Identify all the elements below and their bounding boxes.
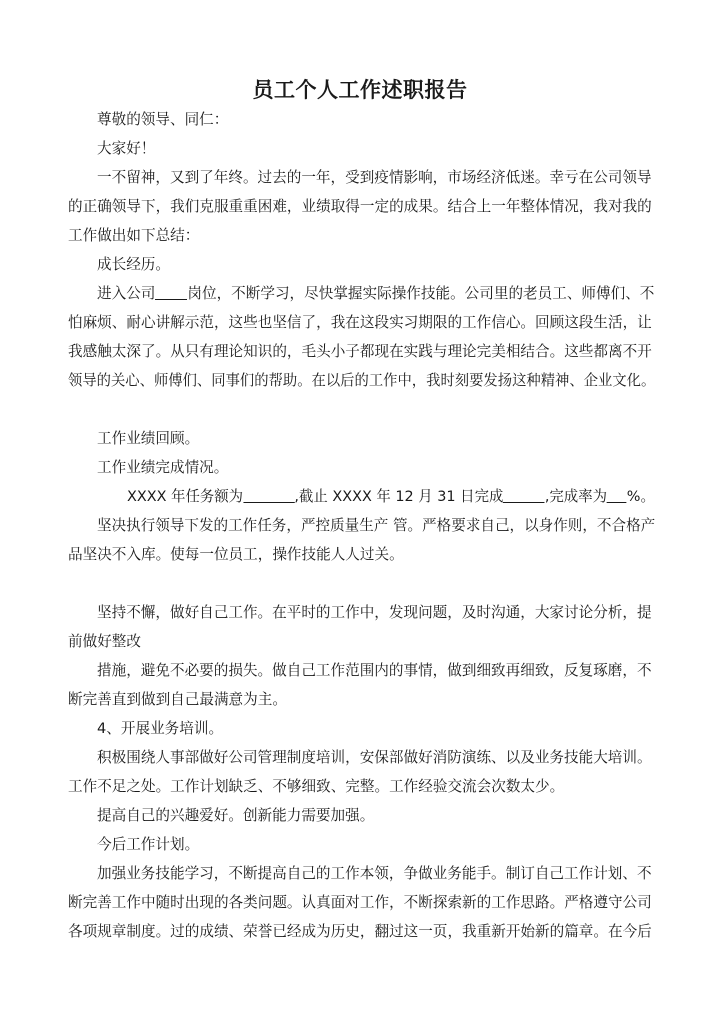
section-heading: 4、开展业务培训。 bbox=[97, 720, 224, 737]
paragraph-line: 坚持不懈，做好自己工作。在平时的工作中，发现问题，及时沟通，大家讨论分析，提 bbox=[97, 604, 652, 621]
paragraph-line: 断完善直到做到自己最满意为主。 bbox=[68, 691, 287, 708]
text-fragment: 进入公司 bbox=[97, 285, 156, 302]
paragraph-line bbox=[97, 284, 654, 304]
greeting: 大家好！ bbox=[97, 140, 156, 157]
paragraph-line: 断完善工作中随时出现的各类问题。认真面对工作，不断探索新的工作思路。严格遵守公司 bbox=[68, 894, 652, 911]
text-fragment: ,完成率为 bbox=[544, 488, 608, 505]
paragraph-line: 我感触太深了。从只有理论知识的，毛头小子都现在实践与理论完美相结合。这些都离不开 bbox=[68, 343, 652, 360]
paragraph-line: 的正确领导下，我们克服重重困难，业绩取得一定的成果。结合上一年整体情况，我对我的 bbox=[68, 198, 652, 215]
fill-in-blank bbox=[607, 488, 627, 503]
paragraph-line: 怕麻烦、耐心讲解示范，这些也坚信了，我在这段实习期限的工作信心。回顾这段生活，让 bbox=[68, 314, 652, 331]
paragraph-line: 各项规章制度。过的成绩、荣誉已经成为历史，翻过这一页，我重新开始新的篇章。在今后 bbox=[68, 923, 652, 940]
fill-in-blank bbox=[503, 488, 544, 503]
text-fragment: 岗位，不断学习，尽快掌握实际操作技能。公司里的老员工、师傅们、不 bbox=[187, 285, 655, 302]
paragraph-line: 品坚决不入库。使每一位员工，操作技能人人过关。 bbox=[68, 546, 404, 563]
section-heading: 工作业绩完成情况。 bbox=[97, 459, 229, 476]
paragraph-line: 领导的关心、师傅们、同事们的帮助。在以后的工作中，我时刻要发扬这种精神、企业文化。 bbox=[68, 372, 656, 389]
paragraph-line: 措施，避免不必要的损失。做自己工作范围内的事情，做到细致再细致，反复琢磨，不 bbox=[97, 662, 652, 679]
fill-in-blank bbox=[155, 285, 187, 300]
section-heading: 今后工作计划。 bbox=[97, 836, 200, 853]
paragraph-line: 提高自己的兴趣爱好。创新能力需要加强。 bbox=[97, 807, 375, 824]
paragraph-line: 加强业务技能学习，不断提高自己的工作本领，争做业务能手。制订自己工作计划、不 bbox=[97, 865, 652, 882]
target-line bbox=[127, 487, 655, 507]
paragraph-line: 工作做出如下总结： bbox=[68, 227, 200, 244]
section-heading: 成长经历。 bbox=[97, 256, 170, 273]
text-fragment: XXXX 年任务额为 bbox=[127, 488, 244, 505]
salutation: 尊敬的领导、同仁： bbox=[97, 111, 229, 128]
section-heading: 工作业绩回顾。 bbox=[97, 430, 200, 447]
text-fragment: %。 bbox=[626, 488, 655, 505]
paragraph-line: 坚决执行领导下发的工作任务，严控质量生产 管。严格要求自己，以身作则，不合格产 bbox=[97, 517, 656, 534]
text-fragment: ,截止 XXXX 年 12 月 31 日完成 bbox=[294, 488, 504, 505]
paragraph-line: 积极围绕人事部做好公司管理制度培训，安保部做好消防演练、以及业务技能大培训。 bbox=[97, 749, 652, 766]
paragraph-line: 前做好整改 bbox=[68, 633, 141, 650]
paragraph-line: 一不留神，又到了年终。过去的一年，受到疫情影响，市场经济低迷。幸亏在公司领导 bbox=[97, 169, 652, 186]
paragraph-line: 工作不足之处。工作计划缺乏、不够细致、完整。工作经验交流会次数太少。 bbox=[68, 778, 565, 795]
page-title: 员工个人工作述职报告 bbox=[252, 77, 468, 102]
fill-in-blank bbox=[243, 488, 294, 503]
